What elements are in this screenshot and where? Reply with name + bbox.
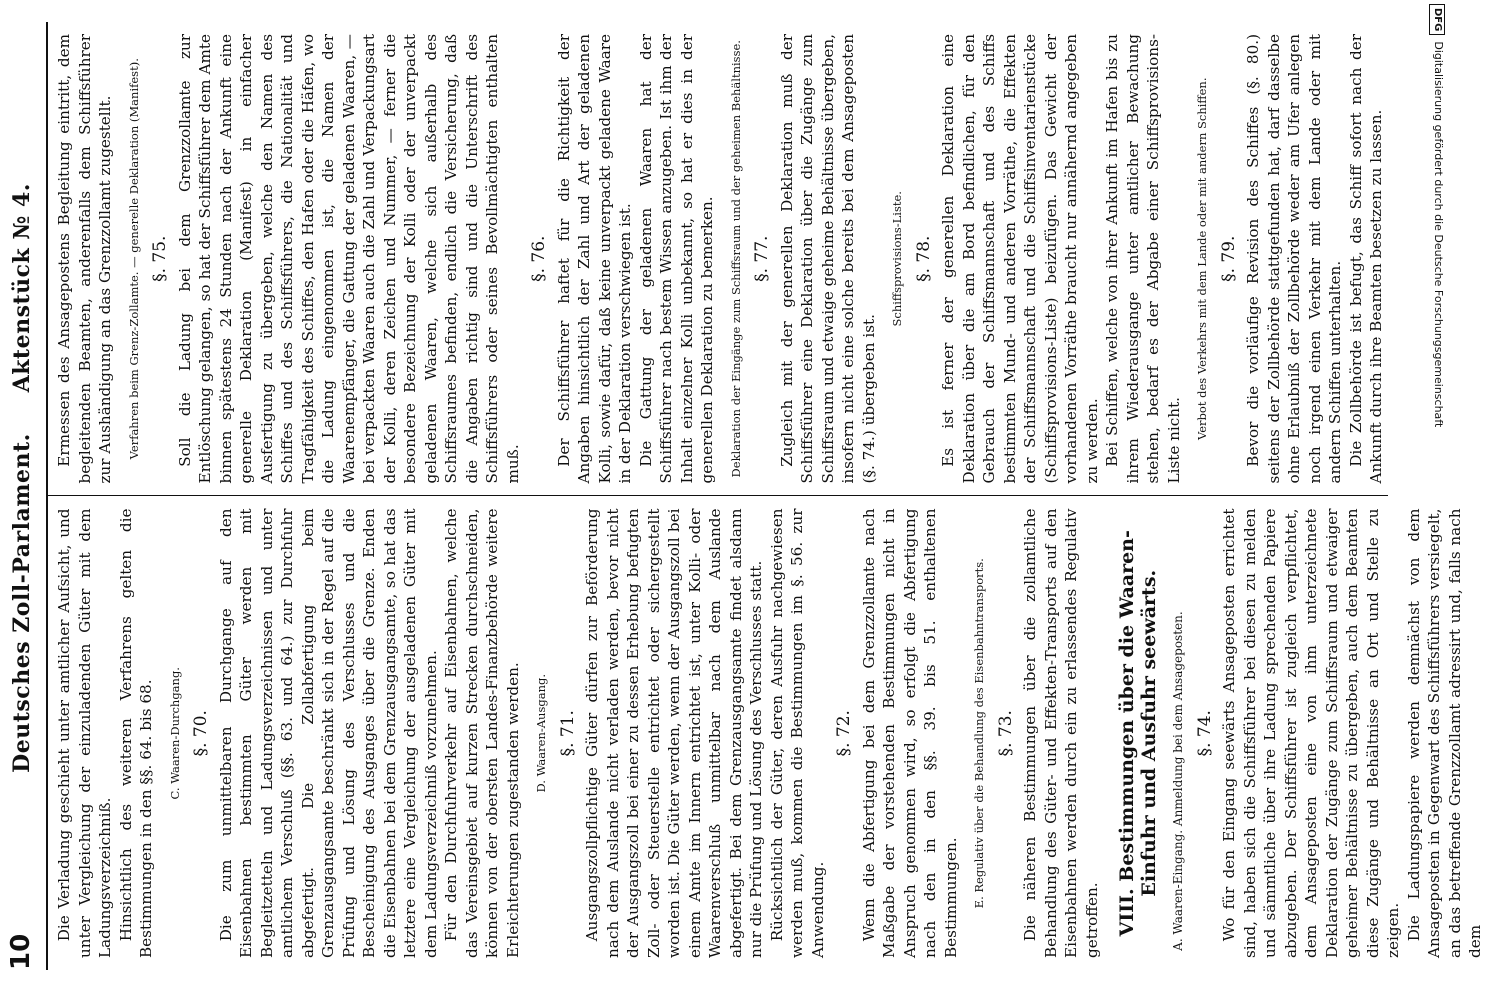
section-heading-71: §. 71. [557, 710, 578, 757]
section-heading-72: §. 72. [834, 710, 854, 757]
subsection-caption: A. Waaren-Eingang. Anmeldung bei dem Ansageposten. [1171, 611, 1185, 951]
section-caption: E. Regulativ über die Behandlung des Eisenbahntransports. [972, 558, 986, 909]
credit-text: Digitalisierung gefördert durch die Deutsche Forschungsgemeinschaft [1432, 41, 1445, 428]
paragraph: Hinsichtlich des weiteren Verfahrens gelten die Bestimmungen in den §§. 64. bis 68. [116, 508, 155, 958]
paragraph: Die Zollbehörde ist befugt, das Schiff sofort nach der Ankunft durch ihre Beamten besetzen zu lassen. [1346, 34, 1385, 484]
paragraph: Ausgangszollpflichtige Güter dürfen zur Beförderung nach dem Auslande nicht verladen werden, bevor nicht der Ausgangszoll bei einer zu dessen Erhebung befugten Zoll- oder Steuerstelle entrichtet oder sichergestellt worden ist. Die Güter werden, wenn der Ausgangszoll bei einem Amte im Innern entrichtet ist, unter Kolli- oder Waarenverschluß unmittelbar nach dem Auslande abgefertigt. Bei dem Grenzausgangsamte findet alsdann nur die Prüfung und Lösung des Verschlusses statt. [583, 508, 765, 958]
section-heading-79: §. 79. [1218, 235, 1239, 282]
parliament-title: Deutsches Zoll-Parlament. [9, 433, 35, 773]
right-column [48, 22, 1388, 497]
paragraph: Der Schiffsführer haftet für die Richtigkeit der Angaben hinsichtlich der Zahl und Art der geladenen Kolli, sowie dafür, daß keine unverpackt geladene Waare in der Deklaration verschwiegen ist. [554, 34, 634, 484]
section-heading-73: §. 73. [995, 710, 1016, 757]
section-caption: Verfahren beim Grenz-Zollamte. — generelle Deklaration (Manifest). [126, 58, 141, 460]
section-heading-74: §. 74. [1194, 710, 1215, 757]
page-number: 10 [6, 933, 36, 970]
paragraph: Die zum unmittelbaren Durchgange auf den Eisenbahnen bestimmten Güter werden mit Begleitzetteln und Ladungsverzeichnissen und unter amtlichem Verschluß (§§. 63. und 64.) zur Durchfuhr abgefertigt. Die Zollabfertigung beim Grenzausgangsamte beschränkt sich in der Regel auf die Prüfung und Lösung des Verschlusses und die Bescheinigung des Ausganges über die Grenze. Enden die Eisenbahnen bei dem Grenzausgangsamte, so hat das letztere eine Vergleichung der ausgeladenen Güter mit dem Ladungsverzeichniß vorzunehmen. [216, 508, 440, 958]
paragraph: Bei Schiffen, welche von ihrer Ankunft im Hafen bis zu ihrem Wiederausgange unter amtlicher Bewachung stehen, bedarf es der Abgabe einer Schiffsprovisions-Liste nicht. [1103, 34, 1183, 484]
section-caption: C. Waaren-Durchgang. [167, 667, 182, 800]
section-heading-76: §. 76. [529, 235, 549, 282]
section-heading-75: §. 75. [150, 235, 170, 282]
section-heading-70: §. 70. [191, 710, 211, 757]
left-column [48, 497, 1484, 971]
section-caption: D. Waaren-Ausgang. [534, 674, 548, 793]
chapter-heading-viii: VIII. Bestimmungen über die Waaren-Einfuhr und Ausfuhr seewärts. [1116, 530, 1160, 937]
section-heading-78: §. 78. [913, 235, 934, 282]
paragraph: Die Ladungspapiere werden demnächst von dem Ansageposten in Gegenwart des Schiffsführers versiegelt, an das betreffende Grenzzollamt adressirt und, falls nach dem [1404, 508, 1484, 958]
paragraph: Die Verladung geschieht unter amtlicher Aufsicht, und unter Vergleichung der einzuladenden Güter mit dem Ladungsverzeichniß. [55, 508, 114, 958]
digitization-credit-strip [1425, 0, 1449, 1000]
paragraph: Zugleich mit der generellen Deklaration muß der Schiffsführer eine Deklaration über die Zugänge zum Schiffsraum und etwaige geheime Behältnisse übergeben, insofern nicht eine solche bereits bei dem Ansageposten (§. 74.) übergeben ist. [777, 34, 878, 484]
section-heading-77: §. 77. [752, 235, 772, 282]
paragraph: Ermessen des Ansagepostens Begleitung eintritt, dem begleitenden Beamten, anderenfalls dem Schiffsführer zur Aushändigung an das Grenzzollamt zugestellt. [55, 34, 114, 484]
document-reference: Aktenstück № 4. [9, 183, 35, 393]
section-caption: Deklaration der Eingänge zum Schiffsraum und der geheimen Behältnisse. [728, 40, 743, 478]
section-caption: Verbot des Verkehrs mit dem Lande oder mit andern Schiffen. [1195, 77, 1209, 440]
paragraph: Wo für den Eingang seewärts Ansageposten errichtet sind, haben sich die Schiffsführer bei diesen zu melden und sämmtliche über ihre Ladung sprechenden Papiere abzugeben. Der Schiffsführer ist zugleich verpflichtet, dem Ansageposten eine von ihm unterzeichnete Deklaration der Zugänge zum Schiffsraum und etwaiger geheimer Behältnisse zu übergeben, auch dem Beamten diese Zugänge und Behältnisse an Ort und Stelle zu zeigen. [1220, 508, 1402, 958]
paragraph: Soll die Ladung bei dem Grenzzollamte zur Entlöschung gelangen, so hat der Schiffsführer dem Amte binnen spätestens 24 Stunden nach der Ankunft eine generelle Deklaration (Manifest) in einfacher Ausfertigung zu übergeben, welche den Namen des Schiffes und des Schiffsführers, die Nationalität und Tragfähigkeit des Schiffes, den Hafen oder die Häfen, wo die Ladung eingenommen ist, die Namen der Waarenempfänger, die Gattung der geladenen Waaren, — bei verpackten Waaren auch die Zahl und Verpackungsart der Kolli, deren Zeichen und Nummer, — ferner die besondere Bezeichnung der Kolli oder der unverpackt geladenen Waaren, welche sich außerhalb des Schiffsraumes befinden, endlich die Versicherung, daß die Angaben richtig sind und die Unterschrift des Schiffsführers oder seines Bevollmächtigten enthalten muß. [175, 34, 522, 484]
paragraph: Die Gattung der geladenen Waaren hat der Schiffsführer nach bestem Wissen anzugeben. Ist ihm der Inhalt einzelner Kolli unbekannt, so hat er dies in der generellen Deklaration zu bemerken. [636, 34, 716, 484]
dfg-logo: DFG [1429, 4, 1445, 35]
paragraph: Es ist ferner der generellen Deklaration eine Deklaration über die am Bord befindlichen, für den Gebrauch der Schiffsmannschaft und des Schiffs bestimmten Mund- und anderen Vorräthe, die Effekten der Schiffsmannschaft und die Schiffsinventarienstücke (Schiffsprovisions-Liste) beizufügen. Das Gewicht der vorhandenen Vorräthe braucht nur annähernd angegeben zu werden. [939, 34, 1101, 484]
paragraph: Wenn die Abfertigung bei dem Grenzzollamte nach Maßgabe der vorstehenden Bestimmungen nicht in Anspruch genommen wird, so erfolgt die Abfertigung nach den in den §§. 39. bis 51. enthaltenen Bestimmungen. [859, 508, 960, 958]
page-header [6, 22, 48, 970]
paragraph: Rücksichtlich der Güter, deren Ausfuhr nachgewiesen werden muß, kommen die Bestimmungen im §. 56. zur Anwendung. [767, 508, 827, 958]
credit-line [1427, 4, 1449, 994]
section-caption: Schiffsprovisions-Liste. [890, 191, 904, 327]
paragraph: Die näheren Bestimmungen über die zollamtliche Behandlung des Güter- und Effekten-Transports auf den Eisenbahnen werden durch ein zu erlassendes Regulativ getroffen. [1021, 508, 1101, 958]
paragraph: Für den Durchfuhrverkehr auf Eisenbahnen, welche das Vereinsgebiet auf kurzen Strecken durchschneiden, können von der obersten Landes-Finanzbehörde weitere Erleichterungen zugestanden werden. [442, 508, 522, 958]
paragraph: Bevor die vorläufige Revision des Schiffes (§. 80.) seitens der Zollbehörde stattgefunden hat, darf dasselbe ohne Erlaubniß der Zollbehörde weder am Ufer anlegen noch irgend einen Verkehr mit dem Lande oder mit andern Schiffen unterhalten. [1244, 34, 1344, 484]
running-title [9, 22, 35, 934]
